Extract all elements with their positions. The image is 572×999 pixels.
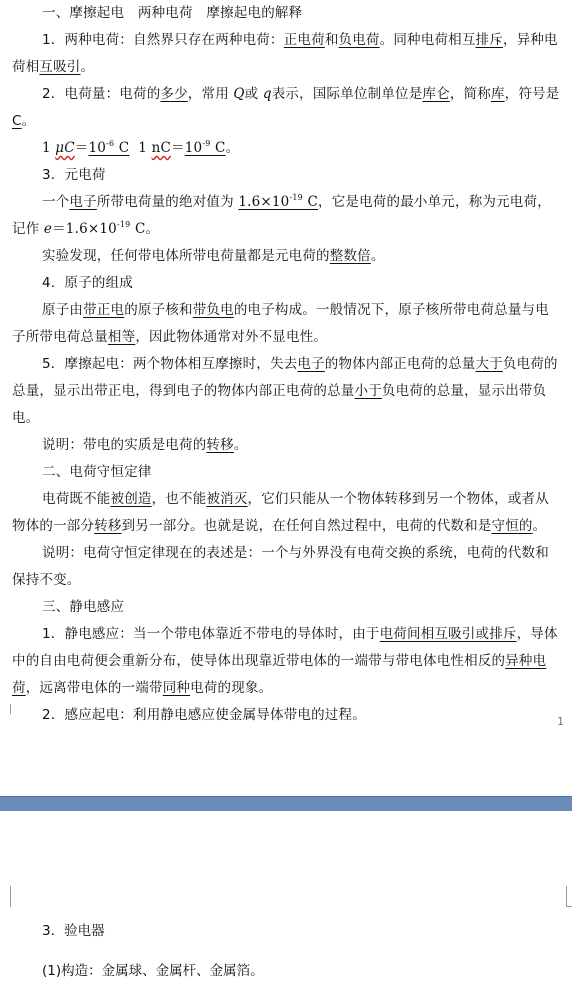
page-corner-mark xyxy=(566,886,572,907)
paragraph: 说明：带电的实质是电荷的转移。 xyxy=(42,437,248,453)
page-1-text xyxy=(12,0,564,729)
paragraph: 记作 $e=1.6\times 10^{-19}$ C。 xyxy=(12,220,160,237)
page-number: 1 xyxy=(557,715,564,728)
paragraph: 电荷既不能被创造，也不能被消灭，它们只能从一个物体转移到另一个物体，或者从 xyxy=(42,491,549,507)
paragraph: 总量，显示出带正电，得到电子的物体内部正电荷的总量小于负电荷的总量，显示出带负电。 xyxy=(12,383,547,426)
paragraph: 原子由带正电的原子核和带负电的电子构成。一般情况下，原子核所带电荷总量与电 xyxy=(42,302,549,318)
paragraph: 一个电子所带电荷量的绝对值为 $1.6\times 10^{-19}$ C，它是电荷的最小单元，称为元电荷， xyxy=(42,193,551,210)
paragraph: 1．两种电荷：自然界只存在两种电荷：正电荷和负电荷。同种电荷相互排斥，异种电 xyxy=(42,32,558,48)
subheading: 3．元电荷 xyxy=(42,167,106,183)
formula-line: 1 $\mu C=10^{-6}$ C 1 $nC=10^{-9}$ C。 xyxy=(42,139,240,156)
document-page-2 xyxy=(0,811,572,979)
paragraph: 1．静电感应：当一个带电体靠近不带电的导体时，由于电荷间相互吸引或排斥，导体 xyxy=(42,626,558,642)
page-corner-mark xyxy=(10,886,11,907)
paragraph: 荷，远离带电体的一端带同种电荷的现象。 xyxy=(12,680,273,696)
page-corner-mark xyxy=(10,704,19,714)
paragraph: 说明：电荷守恒定律现在的表述是：一个与外界没有电荷交换的系统，电荷的代数和 xyxy=(42,545,549,561)
paragraph: C。 xyxy=(12,113,36,129)
heading-friction-charging: 一、摩擦起电 两种电荷 摩擦起电的解释 xyxy=(42,5,303,21)
subheading: 4．原子的组成 xyxy=(42,275,133,291)
paragraph: 2．感应起电：利用静电感应使金属导体带电的过程。 xyxy=(42,707,366,723)
paragraph: 子所带电荷总量相等，因此物体通常对外不显电性。 xyxy=(12,329,328,345)
paragraph: 5．摩擦起电：两个物体相互摩擦时，失去电子的物体内部正电荷的总量大于负电荷的 xyxy=(42,356,558,372)
paragraph: 保持不变。 xyxy=(12,572,81,588)
paragraph: (1)构造：金属球、金属杆、金属箔。 xyxy=(42,963,264,979)
page-2-text xyxy=(12,904,564,999)
paragraph: 中的自由电荷便会重新分布，使导体出现靠近带电体的一端带与带电体电性相反的异种电 xyxy=(12,653,547,669)
paragraph: 2．电荷量：电荷的多少，常用 Q或 q表示，国际单位制单位是库仑，简称库，符号是 xyxy=(42,86,560,102)
heading-conservation: 二、电荷守恒定律 xyxy=(42,464,152,480)
subheading: 3．验电器 xyxy=(42,922,105,939)
paragraph: 物体的一部分转移到另一部分。也就是说，在任何自然过程中，电荷的代数和是守恒的。 xyxy=(12,518,547,534)
paragraph: 实验发现，任何带电体所带电荷量都是元电荷的整数倍。 xyxy=(42,248,385,264)
heading-induction: 三、静电感应 xyxy=(42,599,125,615)
paragraph: 荷相互吸引。 xyxy=(12,59,95,75)
